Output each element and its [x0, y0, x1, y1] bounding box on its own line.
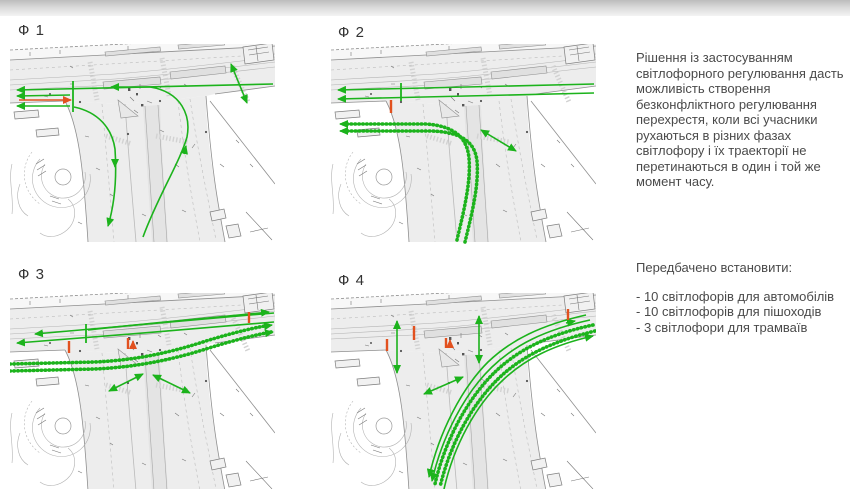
provision-block: [636, 260, 848, 335]
provision-item-pedestrians: - 10 світлофорів для пішоходів: [636, 304, 822, 319]
phase-3-diagram: [10, 293, 275, 489]
provision-item-trams: - 3 світлофори для трамваїв: [636, 319, 808, 335]
phase-3-label: Ф 3: [18, 266, 45, 283]
description-block: [636, 50, 848, 190]
provision-item-cars: - 10 світлофорів для автомобілів: [636, 288, 835, 304]
phase-4-diagram: [331, 293, 596, 489]
phase-2-diagram: [331, 44, 596, 244]
description-paragraph: Рішення із застосуванням світлофорного регулювання дасть можливість створення безконфліктного регулювання перехрестя, коли всі учасники рухаються в різних фазах світлофору і їх траекторії не перетинаються в один і той же момент часу.: [636, 50, 844, 189]
phase-1-diagram: [10, 44, 275, 244]
top-gradient-bar: [0, 0, 850, 16]
phase-2-label: Ф 2: [338, 24, 365, 41]
provision-heading: Передбачено встановити:: [636, 260, 793, 275]
phase-1-label: Ф 1: [18, 22, 45, 39]
phase-4-label: Ф 4: [338, 272, 365, 289]
